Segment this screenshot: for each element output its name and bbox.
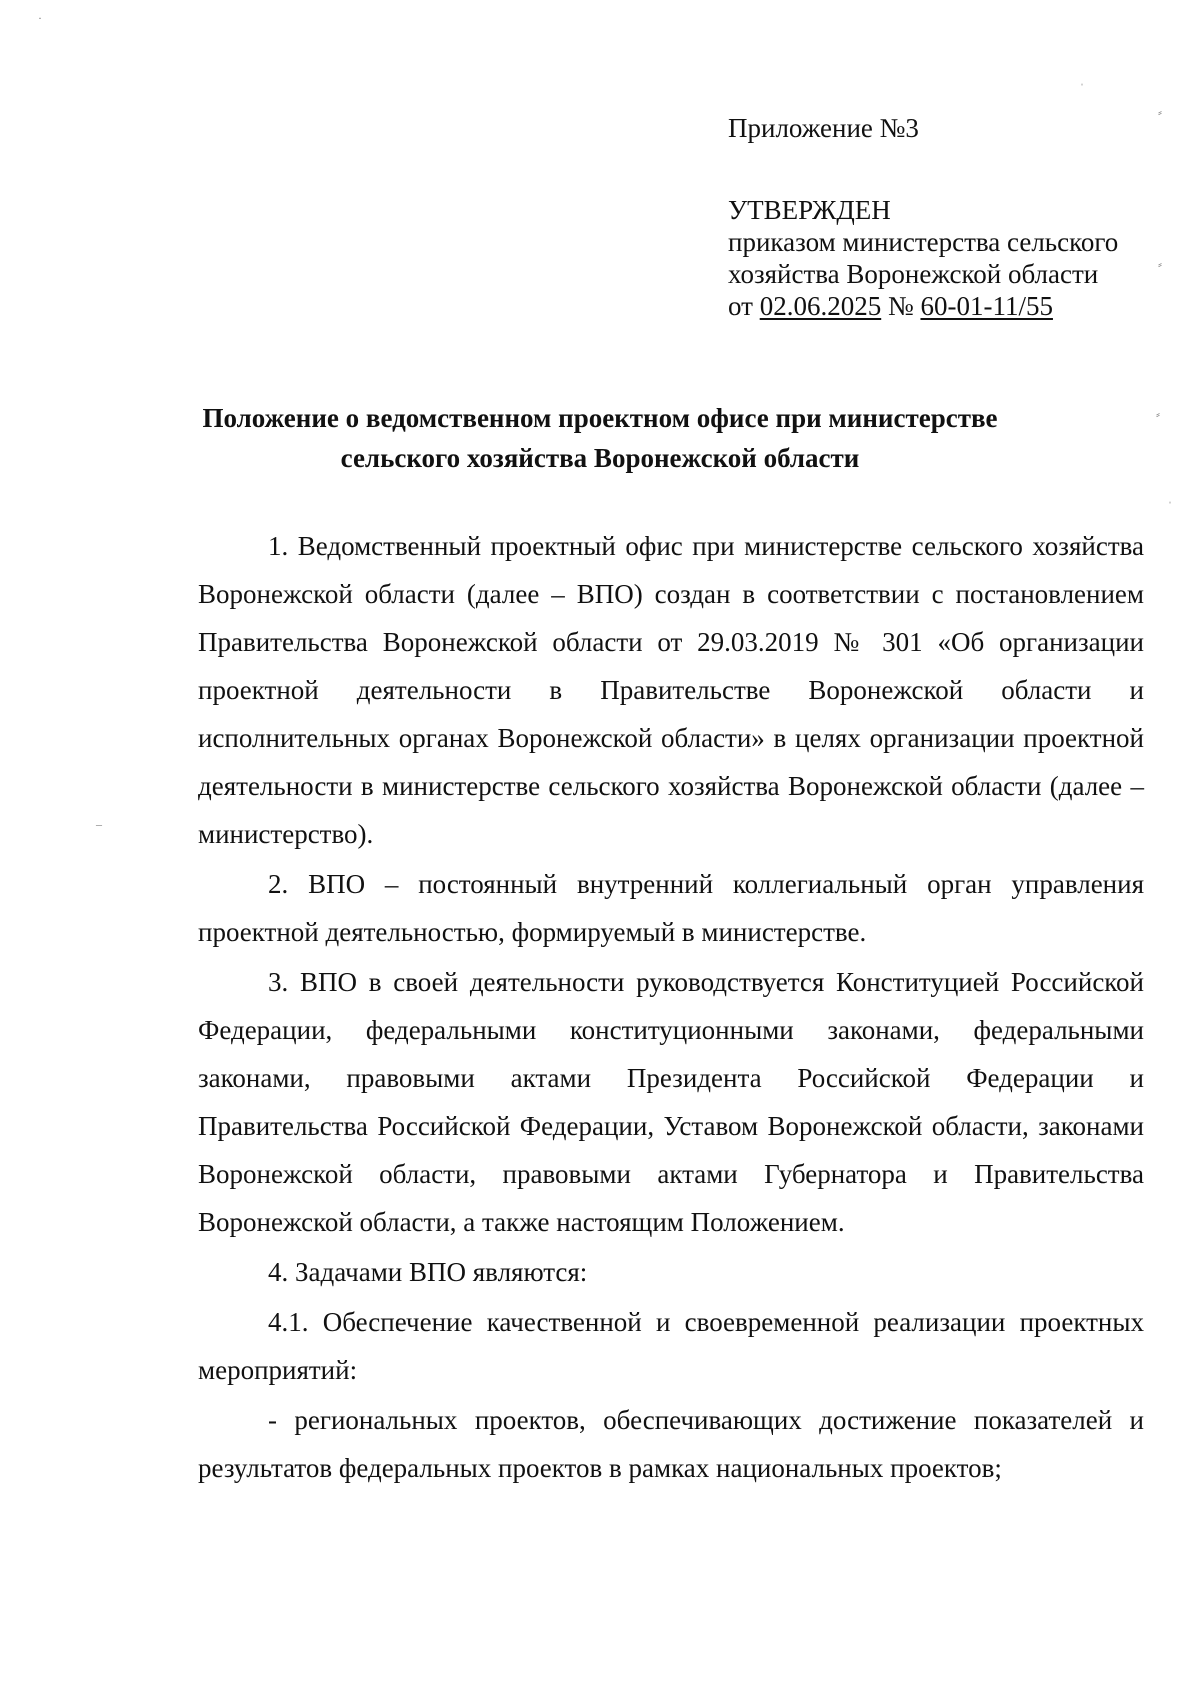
paragraph-3: 3. ВПО в своей деятельности руководствуется Конституцией Российской Федерации, федеральными конституционными законами, федеральными законами, правовыми актами Президента Российской Федерации и Правительства Российской Федерации, Уставом Воронежской области, законами Воронежской области, правовыми актами Губернатора и Правительства Воронежской области, а также настоящим Положением. (198, 967, 1144, 1237)
scan-speck: ⸗ (1156, 407, 1160, 421)
document-title-line-2: сельского хозяйства Воронежской области (340, 443, 860, 473)
approved-by-line-1: приказом министерства сельского (728, 227, 1119, 257)
scan-speck: · (38, 11, 42, 25)
paragraph-4-1: 4.1. Обеспечение качественной и своевременной реализации проектных мероприятий: (198, 1307, 1144, 1385)
scan-speck: ˈ (1168, 499, 1172, 513)
order-number: 60-01-11/55 (920, 291, 1053, 321)
order-prefix: от (728, 291, 760, 321)
order-number-sign: № (881, 291, 921, 321)
document-title-line-1: Положение о ведомственном проектном офисе при министерстве (202, 403, 998, 433)
scan-speck: ⸗ (1158, 257, 1162, 271)
paragraph-1: 1. Ведомственный проектный офис при министерстве сельского хозяйства Воронежской области (далее – ВПО) создан в соответствии с постановлением Правительства Воронежской области от 29.03.2019 № 301 «Об организации проектной деятельности в Правительстве Воронежской области и исполнительных органах Воронежской области» в целях организации проектной деятельности в министерстве сельского хозяйства Воронежской области (далее – министерство). (198, 531, 1144, 849)
approval-header (728, 112, 1168, 322)
document-title (150, 398, 1050, 478)
order-reference (728, 290, 1168, 322)
scan-speck: ˈ (1080, 81, 1084, 95)
order-date: 02.06.2025 (759, 291, 882, 321)
paragraph-4: 4. Задачами ВПО являются: (268, 1257, 588, 1287)
appendix-label: Приложение №3 (728, 113, 919, 143)
approved-by-line-2: хозяйства Воронежской области (728, 259, 1099, 289)
scan-speck: ⸗ (1158, 105, 1162, 119)
paragraph-list-item: - региональных проектов, обеспечивающих достижение показателей и результатов федеральных проектов в рамках национальных проектов; (198, 1405, 1144, 1483)
scan-speck: – (96, 817, 102, 831)
document-body (198, 522, 1144, 1494)
paragraph-2: 2. ВПО – постоянный внутренний коллегиальный орган управления проектной деятельностью, формируемый в министерстве. (198, 869, 1144, 947)
approved-label: УТВЕРЖДЕН (728, 195, 891, 225)
